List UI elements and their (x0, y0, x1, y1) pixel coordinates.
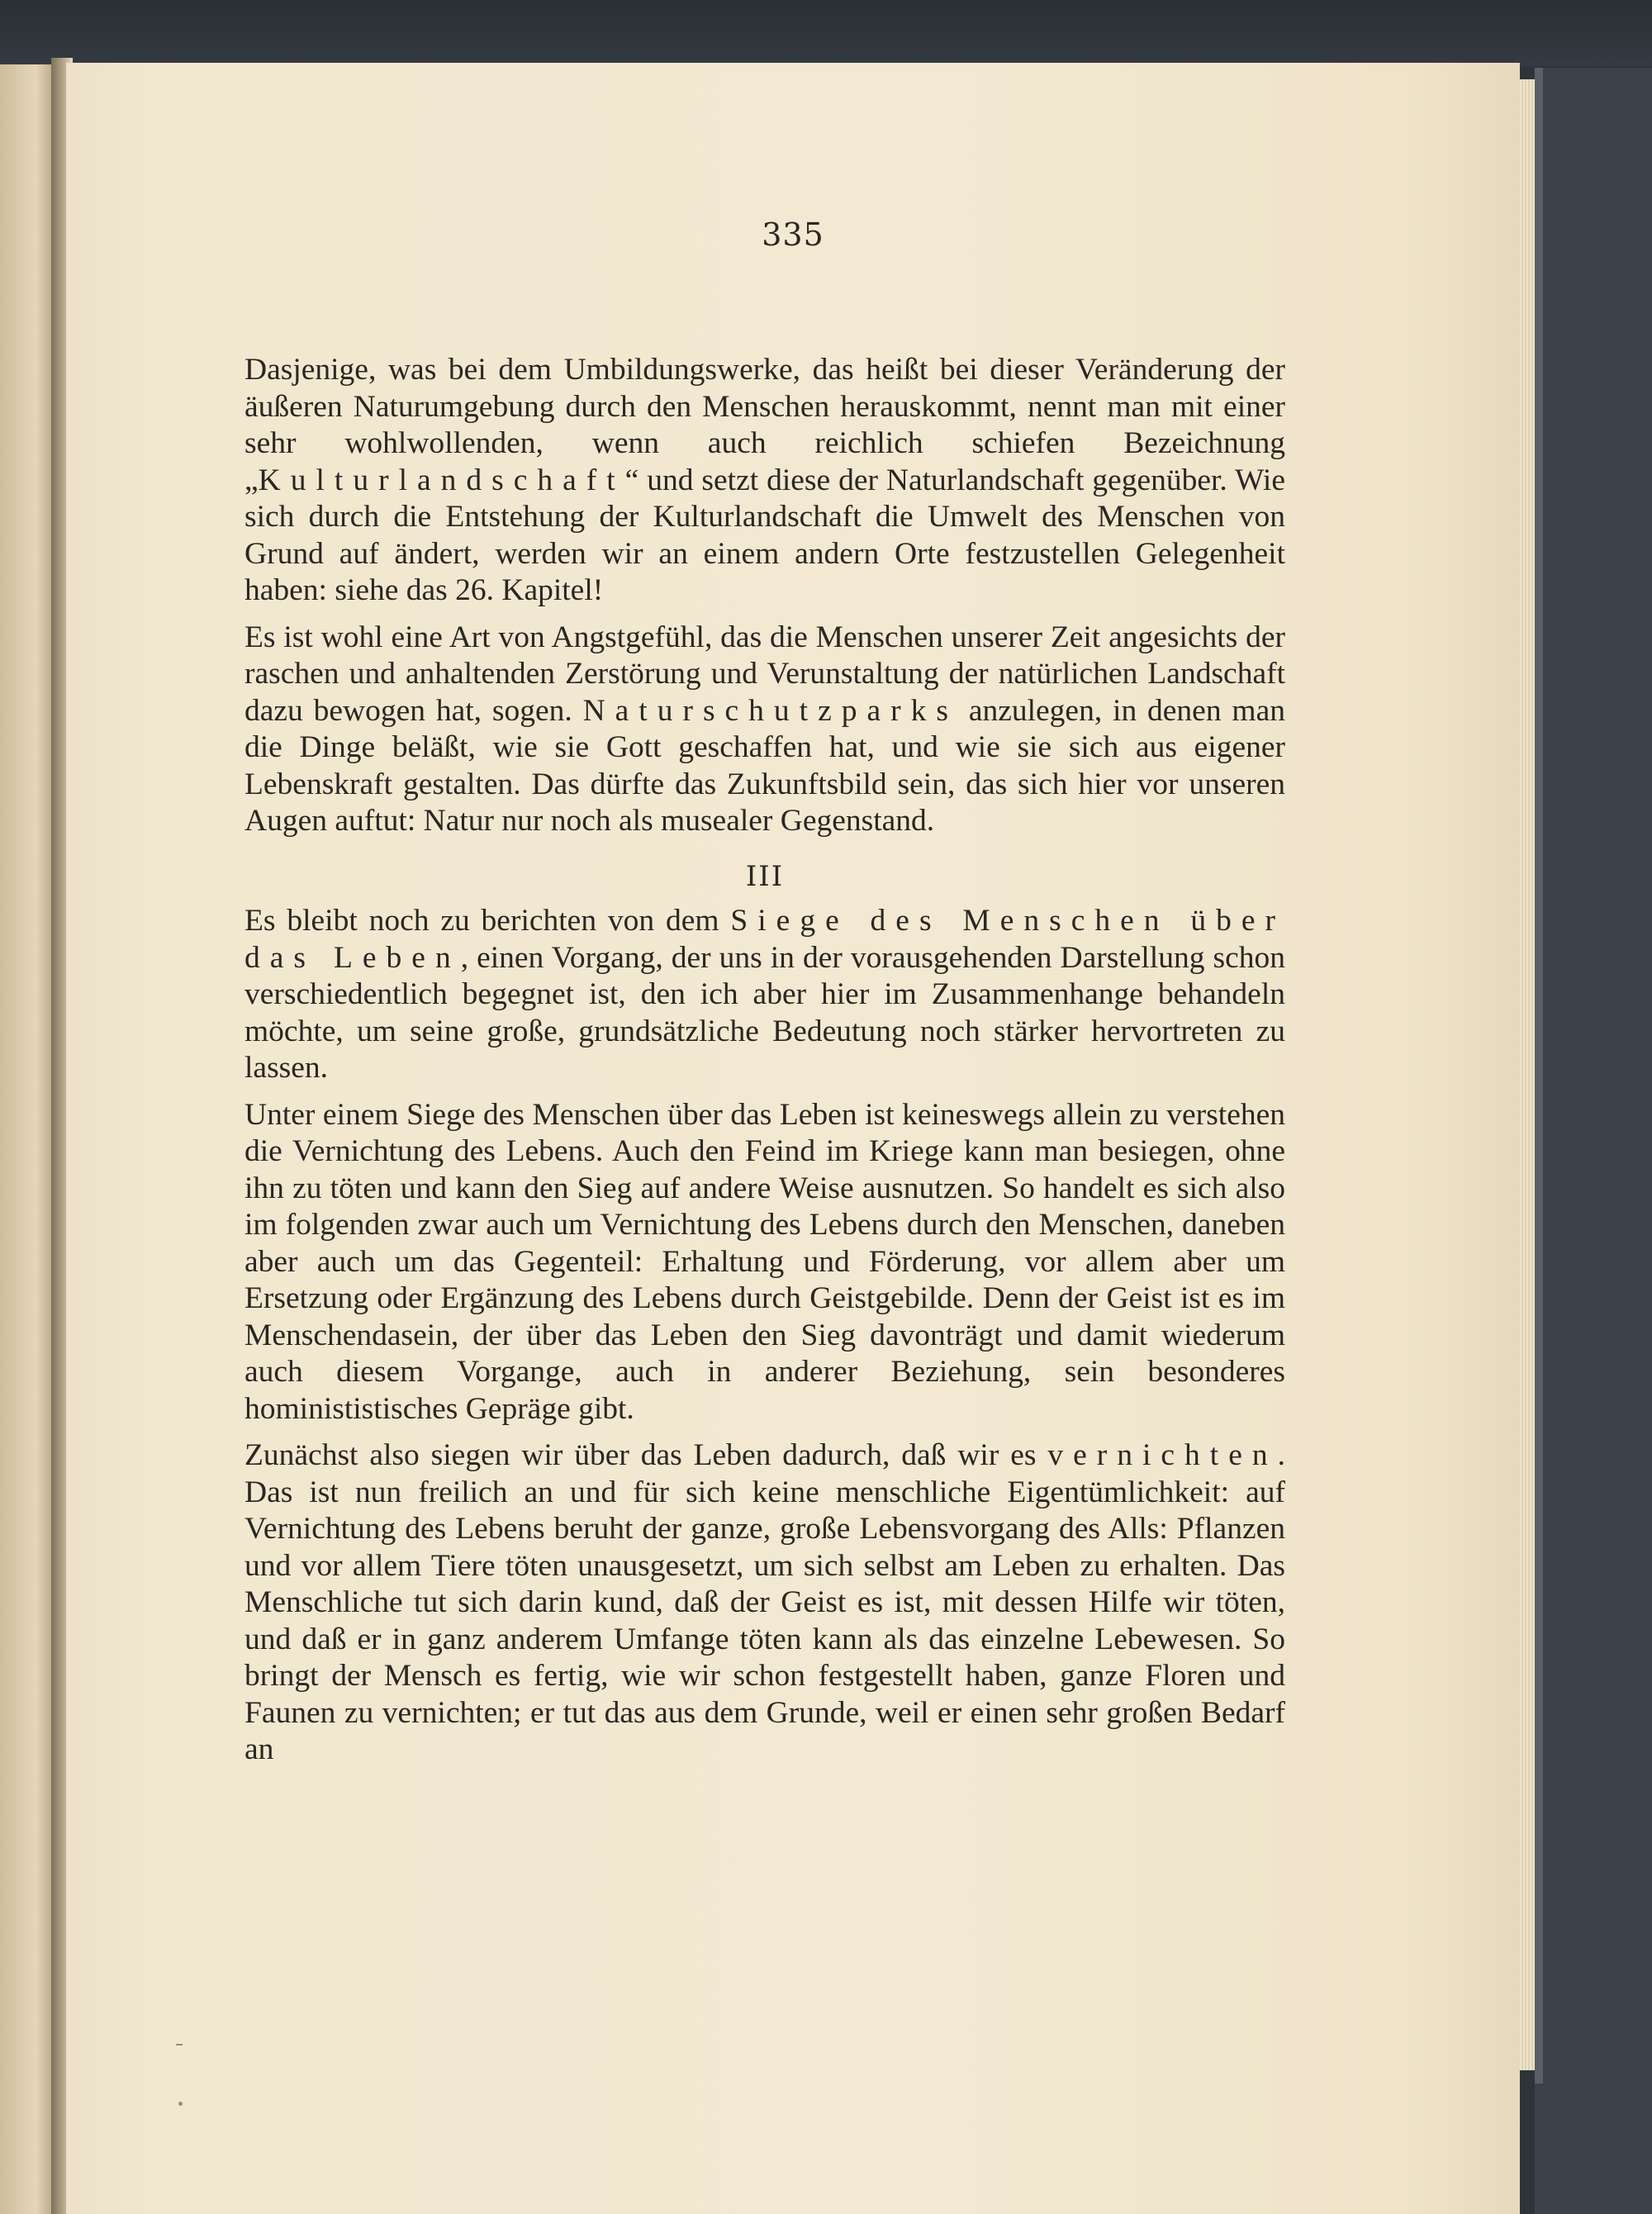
text-run: Unter einem Siege des Menschen über das Leben ist keineswegs allein zu verstehen die Vernichtung des Lebens. Auch den Feind im Kriege kann man besiegen, ohne ihn zu töten und kann den Sieg auf andere Weise ausnutzen. So handelt es sich also im folgenden zwar auch um Vernichtung des Lebens durch den Menschen, daneben aber auch um das Gegenteil: Erhaltung und Förderung, vor allem aber um Ersetzung oder Ergänzung des Lebens durch Geistgebilde. Denn der Geist ist es im Menschendasein, der über das Leben den Sieg davonträgt und damit wiederum auch diesem Vorgange, auch in anderer Beziehung, sein besonderes hominististisches Gepräge gibt. (244, 1097, 1285, 1426)
text-run: Zunächst also siegen wir über das Leben dadurch, daß wir es (244, 1438, 1048, 1472)
section-heading: III (745, 859, 785, 893)
margin-dot (178, 2102, 183, 2106)
paragraph (244, 1097, 1285, 1428)
paragraph (244, 1437, 1285, 1769)
text-run: anzulegen, in denen man die Dinge beläßt, wie sie Gott geschaffen hat, und wie sie sich aus eigener Lebenskraft gestalten. Das dürfte das Zukunftsbild sein, das sich hier vor unseren Augen auftut: Natur nur noch als musealer Gegenstand. (244, 693, 1285, 838)
paragraph (244, 620, 1285, 840)
text-run: Dasjenige, was bei dem Umbildungswerke, das heißt bei dieser Veränderung der äußeren Naturumgebung durch den Menschen herauskommt, nennt man mit einer sehr wohlwollenden, wenn auch reichlich schiefen Bezeichnung „ (244, 353, 1285, 497)
text-run: , einen Vorgang, der uns in der vorausgehenden Darstellung schon verschiedentlich begegnet ist, den ich aber hier im Zusammenhange behandeln möchte, um seine große, grundsätzliche Bedeutung noch stärker hervortreten zu lassen. (244, 940, 1285, 1085)
previous-page-edge (0, 64, 51, 2214)
scan-background-top (0, 0, 1652, 66)
page-edge-stack (1520, 79, 1535, 2070)
text-run: . Das ist nun freilich an und für sich keine menschliche Eigentümlichkeit: auf Vernichtung des Lebens beruht der ganze, große Lebensvorgang des Alls: Pflanzen und vor allem Tiere töten unausgesetzt, um sich selbst am Leben zu erhalten. Das Menschliche tut sich darin kund, daß der Geist es ist, mit dessen Hilfe wir töten, und daß er in ganz anderem Umfange töten kann als das einzelne Lebewesen. So bringt der Mensch es fertig, wie wir schon festgestellt haben, ganze Floren und Faunen zu vernichten; er tut das aus dem Grunde, weil er einen sehr großen Bedarf an (244, 1438, 1285, 1766)
book-cover-board (1535, 68, 1652, 2214)
paragraph (244, 352, 1285, 610)
body-text (244, 352, 1285, 1779)
spaced-emphasis: Naturschutzparks (582, 693, 958, 728)
cover-inner-edge (1535, 68, 1543, 2083)
page-number: 335 (762, 216, 824, 253)
book-page (66, 63, 1520, 2214)
spaced-emphasis: Siege des Menschen über das Leben (244, 904, 1285, 975)
paragraph (244, 903, 1285, 1087)
text-run: Es bleibt noch zu berichten von dem (244, 904, 731, 938)
margin-mark (176, 2044, 183, 2045)
text-run: “ und setzt diese der Naturlandschaft gegenüber. Wie sich durch die Entstehung der Kulturlandschaft die Umwelt des Menschen von Grund auf ändert, werden wir an einem andern Orte festzustellen Gelegenheit haben: siehe das 26. Kapitel! (244, 463, 1285, 607)
spaced-emphasis: Kulturlandschaft (258, 463, 625, 497)
text-run: Es ist wohl eine Art von Angstgefühl, das die Menschen unserer Zeit angesichts der raschen und anhaltenden Zerstörung und Verunstaltung der natürlichen Landschaft dazu bewogen hat, sogen. (244, 620, 1285, 728)
spaced-emphasis: vernichten (1047, 1438, 1278, 1472)
